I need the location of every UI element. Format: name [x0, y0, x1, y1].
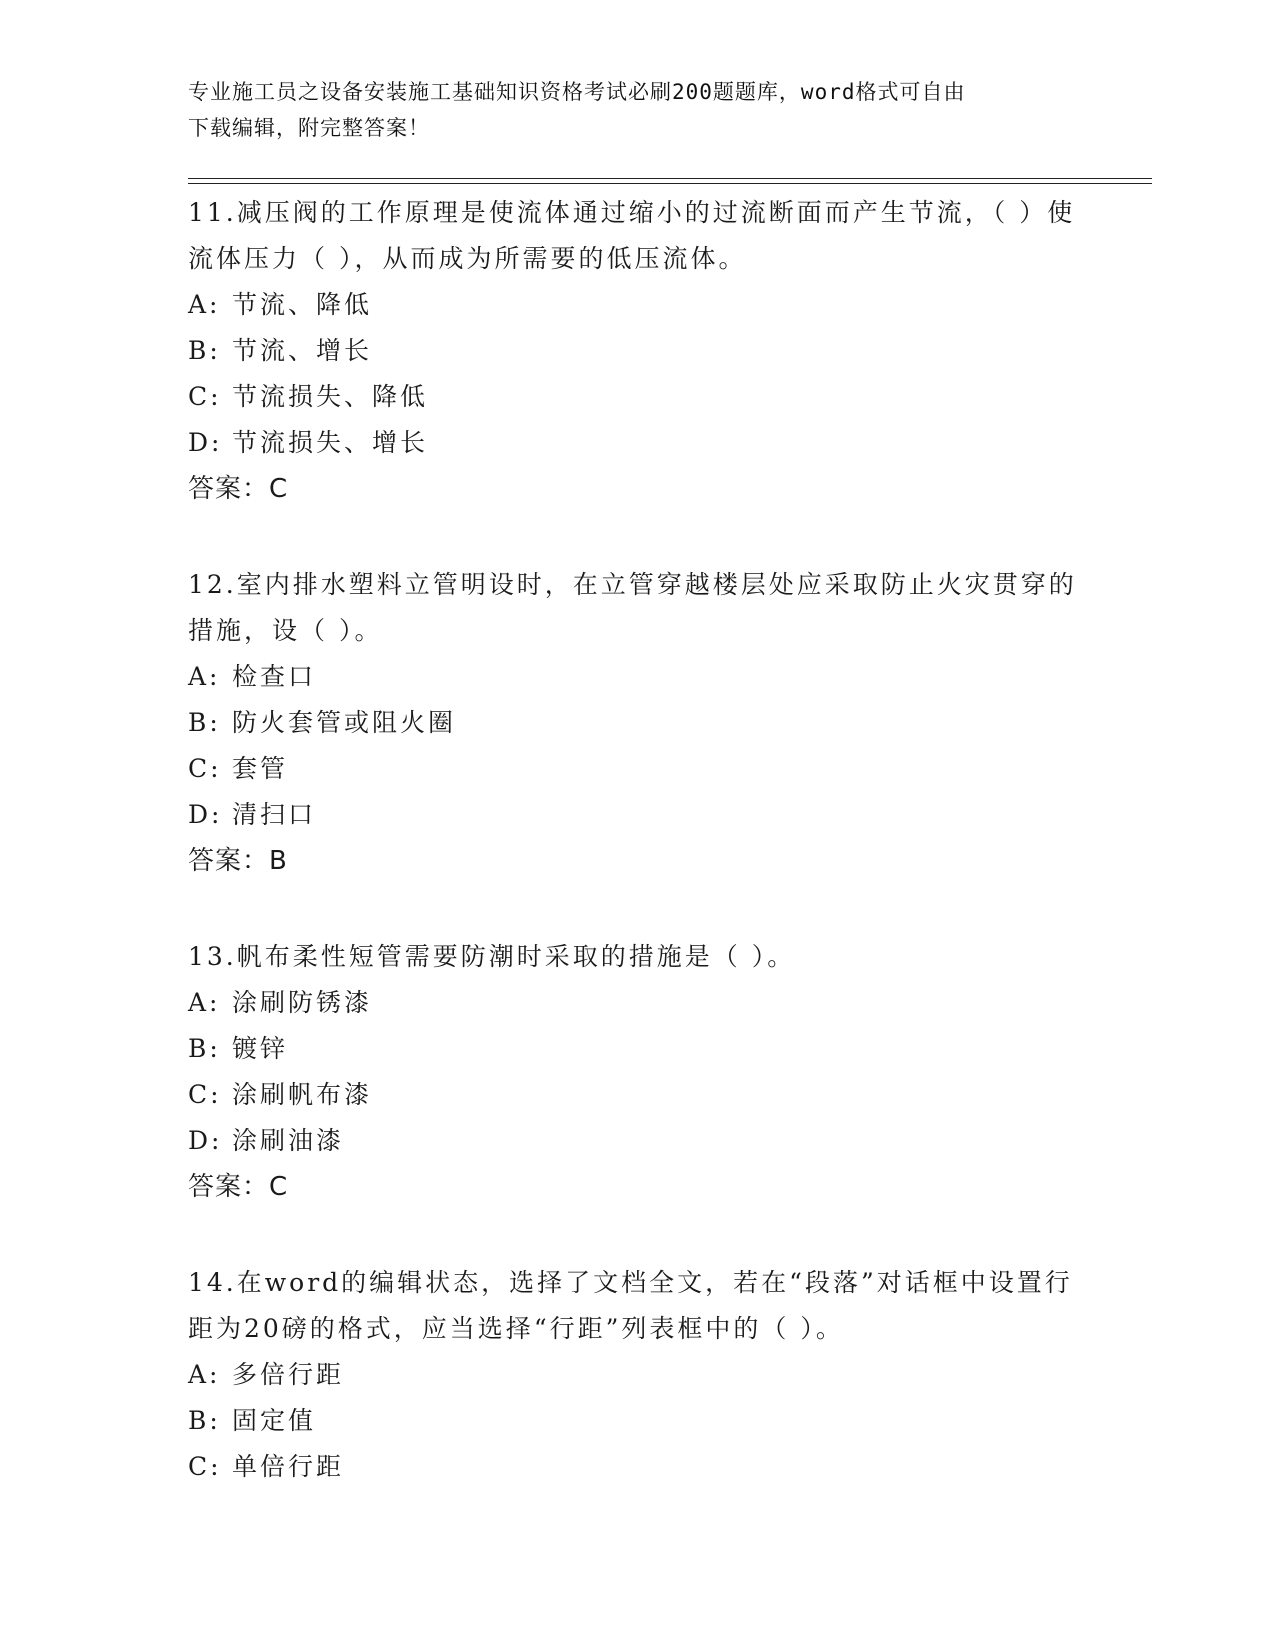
- option-b: [188, 700, 1088, 746]
- option-a: [188, 1352, 1088, 1398]
- option-text: 涂刷帆布漆: [232, 1080, 373, 1109]
- option-letter: D:: [188, 1126, 223, 1155]
- option-text: 清扫口: [232, 800, 317, 829]
- option-text: 节流损失、降低: [232, 382, 429, 411]
- question-11: [188, 190, 1088, 512]
- option-letter: A:: [188, 1360, 221, 1389]
- option-b: [188, 1398, 1088, 1444]
- document-header: [188, 74, 1068, 146]
- option-d: [188, 1118, 1088, 1164]
- option-text: 节流、降低: [232, 290, 373, 319]
- answer-line: 答案：C: [188, 474, 289, 504]
- question-stem: 13.帆布柔性短管需要防潮时采取的措施是（ ）。: [188, 942, 796, 971]
- question-stem: 14.在word的编辑状态，选择了文档全文，若在“段落”对话框中设置行距为20磅的格式，应当选择“行距”列表框中的（ ）。: [188, 1268, 1073, 1343]
- option-letter: A:: [188, 988, 221, 1017]
- answer-line: 答案：C: [188, 1172, 289, 1202]
- option-c: [188, 1444, 1088, 1490]
- option-d: [188, 792, 1088, 838]
- option-letter: B:: [188, 708, 221, 737]
- option-text: 镀锌: [232, 1034, 289, 1063]
- option-a: [188, 654, 1088, 700]
- option-d: [188, 420, 1088, 466]
- question-stem: 11.减压阀的工作原理是使流体通过缩小的过流断面而产生节流，（ ）使流体压力（ ），从而成为所需要的低压流体。: [188, 198, 1076, 273]
- option-text: 检查口: [232, 662, 317, 691]
- option-letter: C:: [188, 1080, 222, 1109]
- question-stem: 12.室内排水塑料立管明设时，在立管穿越楼层处应采取防止火灾贯穿的措施，设（ ）。: [188, 570, 1077, 645]
- option-b: [188, 1026, 1088, 1072]
- option-text: 固定值: [232, 1406, 317, 1435]
- option-letter: C:: [188, 382, 222, 411]
- header-line-1: 专业施工员之设备安装施工基础知识资格考试必刷200题题库，word格式可自由: [188, 80, 966, 104]
- option-c: [188, 374, 1088, 420]
- option-b: [188, 328, 1088, 374]
- option-letter: A:: [188, 290, 221, 319]
- option-letter: A:: [188, 662, 221, 691]
- option-text: 涂刷油漆: [232, 1126, 345, 1155]
- question-14: [188, 1260, 1088, 1490]
- option-text: 节流损失、增长: [232, 428, 429, 457]
- option-text: 涂刷防锈漆: [232, 988, 373, 1017]
- option-text: 套管: [232, 754, 289, 783]
- header-divider-top: [188, 178, 1152, 179]
- option-c: [188, 746, 1088, 792]
- option-c: [188, 1072, 1088, 1118]
- option-text: 节流、增长: [232, 336, 373, 365]
- option-text: 多倍行距: [232, 1360, 345, 1389]
- option-letter: C:: [188, 754, 222, 783]
- question-13: [188, 934, 1088, 1210]
- option-a: [188, 980, 1088, 1026]
- answer-line: 答案：B: [188, 846, 288, 876]
- option-letter: D:: [188, 428, 223, 457]
- option-letter: B:: [188, 1406, 221, 1435]
- option-text: 单倍行距: [232, 1452, 345, 1481]
- option-letter: C:: [188, 1452, 222, 1481]
- option-letter: D:: [188, 800, 223, 829]
- question-list: [188, 190, 1088, 1540]
- header-line-2: 下载编辑，附完整答案！: [188, 116, 430, 140]
- question-12: [188, 562, 1088, 884]
- option-letter: B:: [188, 336, 221, 365]
- header-divider-bottom: [188, 183, 1152, 184]
- option-letter: B:: [188, 1034, 221, 1063]
- option-a: [188, 282, 1088, 328]
- option-text: 防火套管或阻火圈: [232, 708, 457, 737]
